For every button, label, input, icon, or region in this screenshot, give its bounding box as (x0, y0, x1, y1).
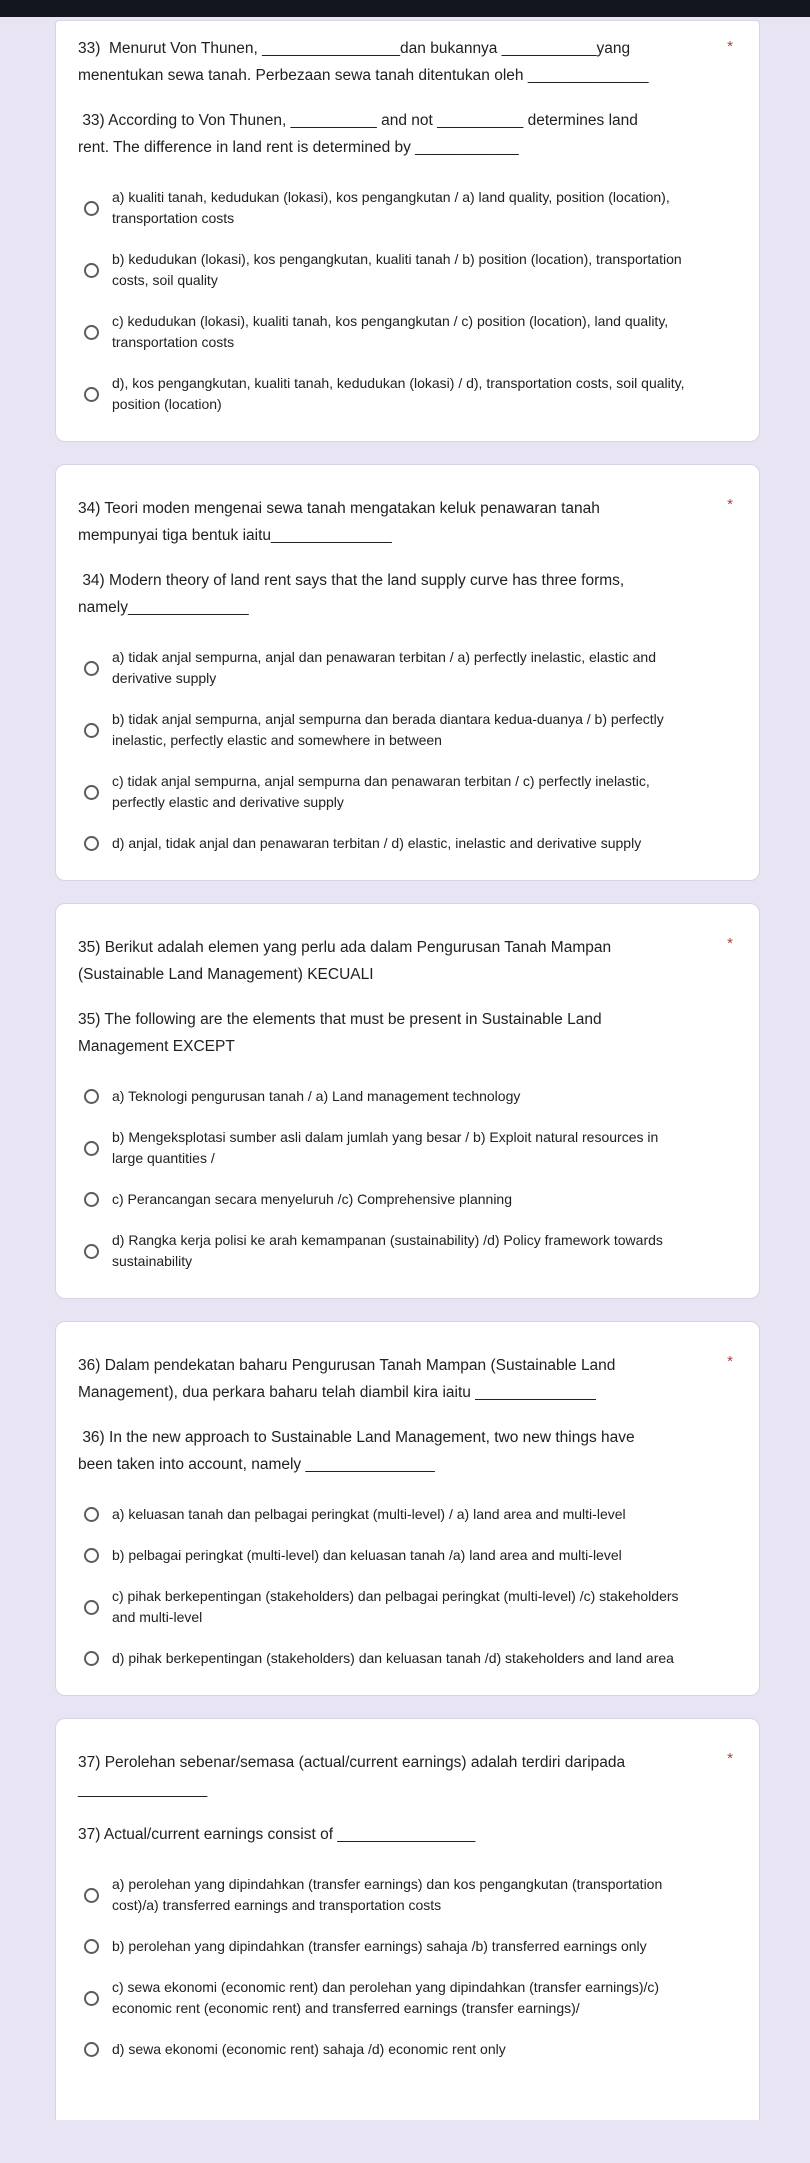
options-list (84, 1086, 737, 1272)
required-asterisk: * (727, 38, 733, 55)
answer-option-d[interactable] (84, 1230, 737, 1272)
answer-option-b[interactable] (84, 709, 737, 751)
answer-option-d[interactable] (84, 1648, 737, 1669)
answer-option-c[interactable] (84, 1586, 737, 1628)
option-label: b) kedudukan (lokasi), kos pengangkutan, kualiti tanah / b) position (location), transportation costs, soil quality (112, 251, 682, 288)
question-card-33 (55, 20, 760, 442)
answer-option-b[interactable] (84, 1936, 737, 1957)
radio-button-icon[interactable] (84, 1141, 99, 1156)
radio-button-icon[interactable] (84, 2042, 99, 2057)
option-label: b) Mengeksplotasi sumber asli dalam jumlah yang besar / b) Exploit natural resources in large quantities / (112, 1129, 659, 1166)
option-label: c) sewa ekonomi (economic rent) dan perolehan yang dipindahkan (transfer earnings)/c) economic rent (economic rent) and transferred earnings (transfer earnings)/ (112, 1979, 660, 2016)
options-list (84, 187, 737, 415)
option-label: c) pihak berkepentingan (stakeholders) dan pelbagai peringkat (multi-level) /c) stakeholders and multi-level (112, 1588, 679, 1625)
option-label: c) kedudukan (lokasi), kualiti tanah, kos pengangkutan / c) position (location), land quality, transportation costs (112, 313, 669, 350)
question-card-36 (55, 1321, 760, 1696)
options-list (84, 1504, 737, 1669)
radio-button-icon[interactable] (84, 785, 99, 800)
question-text-english: 34) Modern theory of land rent says that the land supply curve has three forms, namely______________ (78, 572, 629, 616)
option-label: b) tidak anjal sempurna, anjal sempurna dan berada diantara kedua-duanya / b) perfectly inelastic, perfectly elastic and somewhere in between (112, 711, 664, 748)
answer-option-d[interactable] (84, 373, 737, 415)
option-label: d) pihak berkepentingan (stakeholders) dan keluasan tanah /d) stakeholders and land area (112, 1650, 674, 1666)
radio-button-icon[interactable] (84, 723, 99, 738)
radio-button-icon[interactable] (84, 836, 99, 851)
option-label: a) kualiti tanah, kedudukan (lokasi), kos pengangkutan / a) land quality, position (location), transportation costs (112, 189, 670, 226)
option-label: c) Perancangan secara menyeluruh /c) Comprehensive planning (112, 1191, 512, 1207)
answer-option-b[interactable] (84, 1127, 737, 1169)
answer-option-d[interactable] (84, 2039, 737, 2060)
answer-option-a[interactable] (84, 647, 737, 689)
option-label: d) anjal, tidak anjal dan penawaran terbitan / d) elastic, inelastic and derivative supply (112, 835, 642, 851)
radio-button-icon[interactable] (84, 1507, 99, 1522)
top-bar (0, 0, 810, 17)
options-list (84, 647, 737, 854)
answer-option-c[interactable] (84, 1189, 737, 1210)
answer-option-c[interactable] (84, 311, 737, 353)
question-text-malay: 34) Teori moden mengenai sewa tanah mengatakan keluk penawaran tanah mempunyai tiga bentuk iaitu______________ (78, 500, 605, 544)
question-card-37 (55, 1718, 760, 2120)
question-text-malay: 37) Perolehan sebenar/semasa (actual/current earnings) adalah terdiri daripada _______________ (78, 1754, 630, 1798)
question-text-malay: 35) Berikut adalah elemen yang perlu ada dalam Pengurusan Tanah Mampan (Sustainable Land Management) KECUALI (78, 939, 616, 983)
required-asterisk: * (727, 935, 733, 952)
radio-button-icon[interactable] (84, 1651, 99, 1666)
option-label: d), kos pengangkutan, kualiti tanah, kedudukan (lokasi) / d), transportation costs, soil quality, position (location) (112, 375, 685, 412)
options-list (84, 1874, 737, 2060)
answer-option-c[interactable] (84, 1977, 737, 2019)
option-label: a) perolehan yang dipindahkan (transfer earnings) dan kos pengangkutan (transportation cost)/a) transferred earnings and transportation costs (112, 1876, 663, 1913)
option-label: b) pelbagai peringkat (multi-level) dan keluasan tanah /a) land area and multi-level (112, 1547, 622, 1563)
option-label: a) Teknologi pengurusan tanah / a) Land management technology (112, 1088, 521, 1104)
option-label: b) perolehan yang dipindahkan (transfer earnings) sahaja /b) transferred earnings only (112, 1938, 647, 1954)
radio-button-icon[interactable] (84, 1244, 99, 1259)
answer-option-a[interactable] (84, 1504, 737, 1525)
radio-button-icon[interactable] (84, 1600, 99, 1615)
radio-button-icon[interactable] (84, 387, 99, 402)
answer-option-a[interactable] (84, 1086, 737, 1107)
radio-button-icon[interactable] (84, 263, 99, 278)
option-label: d) sewa ekonomi (economic rent) sahaja /d) economic rent only (112, 2041, 506, 2057)
option-label: c) tidak anjal sempurna, anjal sempurna dan penawaran terbitan / c) perfectly inelastic, perfectly elastic and derivative supply (112, 773, 650, 810)
question-text-malay: 33) Menurut Von Thunen, ________________dan bukannya ___________yang menentukan sewa tanah. Perbezaan sewa tanah ditentukan oleh ______________ (78, 40, 649, 84)
radio-button-icon[interactable] (84, 325, 99, 340)
form-page (0, 17, 810, 2120)
option-label: a) keluasan tanah dan pelbagai peringkat (multi-level) / a) land area and multi-level (112, 1506, 626, 1522)
answer-option-c[interactable] (84, 771, 737, 813)
answer-option-a[interactable] (84, 1874, 737, 1916)
radio-button-icon[interactable] (84, 1888, 99, 1903)
question-text-english: 36) In the new approach to Sustainable Land Management, two new things have been taken into account, namely _______________ (78, 1429, 639, 1473)
radio-button-icon[interactable] (84, 1192, 99, 1207)
question-text-malay: 36) Dalam pendekatan baharu Pengurusan Tanah Mampan (Sustainable Land Management), dua perkara baharu telah diambil kira iaitu ______________ (78, 1357, 620, 1401)
option-label: a) tidak anjal sempurna, anjal dan penawaran terbitan / a) perfectly inelastic, elastic and derivative supply (112, 649, 656, 686)
radio-button-icon[interactable] (84, 201, 99, 216)
answer-option-a[interactable] (84, 187, 737, 229)
required-asterisk: * (727, 496, 733, 513)
answer-option-b[interactable] (84, 249, 737, 291)
question-card-34 (55, 464, 760, 881)
question-text-english: 33) According to Von Thunen, __________ and not __________ determines land rent. The difference in land rent is determined by ____________ (78, 112, 643, 156)
radio-button-icon[interactable] (84, 1939, 99, 1954)
required-asterisk: * (727, 1750, 733, 1767)
question-text-english: 37) Actual/current earnings consist of ________________ (78, 1826, 476, 1843)
question-card-35 (55, 903, 760, 1299)
required-asterisk: * (727, 1353, 733, 1370)
answer-option-d[interactable] (84, 833, 737, 854)
question-text-english: 35) The following are the elements that must be present in Sustainable Land Management EXCEPT (78, 1011, 606, 1055)
option-label: d) Rangka kerja polisi ke arah kemampanan (sustainability) /d) Policy framework towards sustainability (112, 1232, 663, 1269)
radio-button-icon[interactable] (84, 661, 99, 676)
radio-button-icon[interactable] (84, 1991, 99, 2006)
answer-option-b[interactable] (84, 1545, 737, 1566)
radio-button-icon[interactable] (84, 1089, 99, 1104)
radio-button-icon[interactable] (84, 1548, 99, 1563)
